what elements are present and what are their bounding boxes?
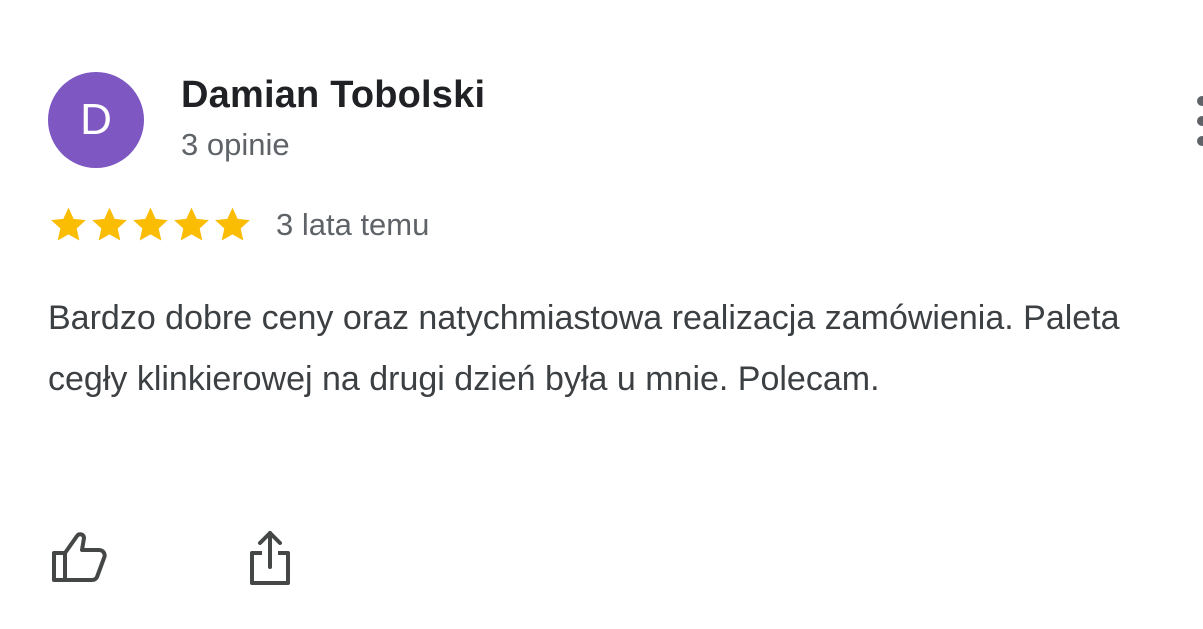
- review-text: Bardzo dobre ceny oraz natychmiastowa realizacja zamówienia. Paleta cegły klinkierowej na drugi dzień była u mnie. Polecam.: [48, 299, 1120, 398]
- more-options-button[interactable]: [1193, 96, 1203, 146]
- more-vertical-icon: [1197, 96, 1203, 106]
- more-vertical-icon: [1197, 136, 1203, 146]
- avatar[interactable]: [48, 72, 144, 168]
- more-vertical-icon: [1197, 116, 1203, 126]
- star-icon: [130, 205, 171, 245]
- star-icon: [48, 205, 89, 245]
- star-icon: [212, 205, 253, 245]
- share-button[interactable]: [246, 529, 294, 587]
- avatar-letter: D: [80, 95, 112, 144]
- review-date: 3 lata temu: [276, 207, 430, 242]
- like-button[interactable]: [50, 530, 108, 584]
- thumbs-up-icon: [50, 530, 108, 584]
- author-review-count: 3 opinie: [181, 127, 290, 162]
- star-icon: [171, 205, 212, 245]
- author-name[interactable]: Damian Tobolski: [181, 74, 486, 116]
- star-icon: [89, 205, 130, 245]
- share-icon: [246, 529, 294, 587]
- star-rating: [48, 205, 253, 245]
